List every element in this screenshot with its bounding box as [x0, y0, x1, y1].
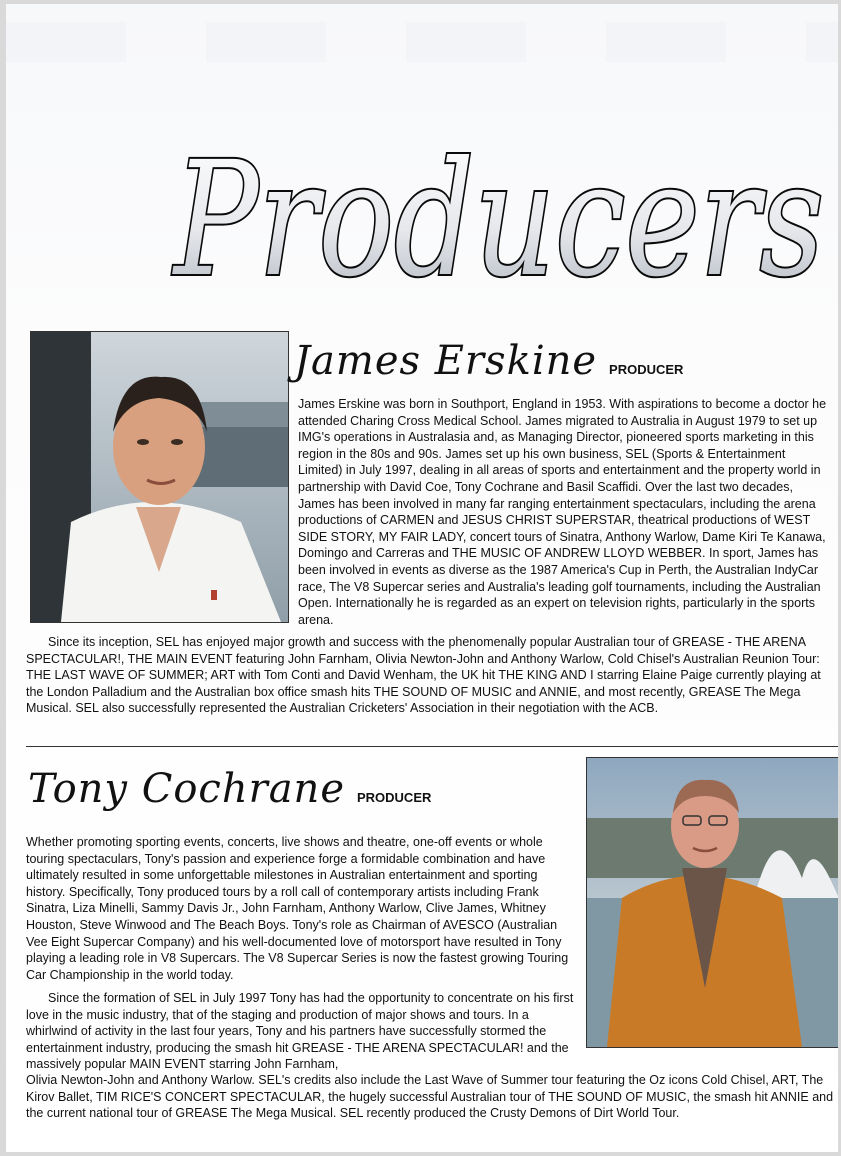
james-erskine-bio: James Erskine was born in Southport, England in 1953. With aspirations to become a doctor he attended Charing Cross Medical School. James migrated to Australia in August 1979 to set up IMG's operations in Australasia and, as Managing Director, pioneered sports marketing in this region in the 80s and 90s. James set up his own business, SEL (Sports & Entertainment Limited) in July 1997, dealing in all areas of sports and entertainment and the property world in partnership with David Coe, Tony Cochrane and Basil Scaffidi. Over the last two decades, James has been involved in many far ranging entertainment spectaculars, including the arena productions of CARMEN and JESUS CHRIST SUPERSTAR, theatrical productions of WEST SIDE STORY, MY FAIR LADY, concert tours of Sinatra, Anthony Warlow, Dame Kiri Te Kanawa, Domingo and Carreras and THE MUSIC OF ANDREW LLOYD WEBBER. In sport, James has been involved in events as diverse as the 1987 America's Cup in Perth, the Australian IndyCar race, The V8 Supercar series and Australia's leading golf tournaments, including the Australian Open. Internationally he is regarded as an expert on television rights, particularly in the sports arena. [298, 397, 827, 627]
section-divider [26, 746, 838, 747]
tony-cochrane-heading [28, 766, 431, 812]
tony-cochrane-photo [586, 757, 838, 1048]
tony-cochrane-bio: Whether promoting sporting events, concerts, live shows and theatre, one-off events or whole touring spectaculars, Tony's passion and experience forge a formidable combination and have ultimately resulted in some unforgettable milestones in Australian entertainment and sporting history. Specifically, Tony produced tours by a roll call of contemporary artists including Frank Sinatra, Liza Minelli, Sammy Davis Jr., John Farnham, Anthony Warlow, Clive James, Whitney Houston, Steve Winwood and The Beach Boys. Tony's role as Chairman of AVESCO (Australian Vee Eight Supercar Company) and his well-documented love of motorsport have resulted in Tony playing a leading role in V8 Supercars. The V8 Supercar Series is now the fastest growing Touring Car Championship in the world today. [26, 835, 569, 982]
james-erskine-photo [30, 331, 289, 623]
program-page [6, 4, 838, 1152]
tony-cochrane-bio-continued: Since the formation of SEL in July 1997 Tony has had the opportunity to concentrate on his first love in the music industry, that of the staging and production of major shows and tours. In a whirlwind of activity in the last four years, Tony and his partners have successfully stormed the entertainment industry, producing the smash hit GREASE - THE ARENA SPECTACULAR! and the massively popular MAIN EVENT starring John Farnham, [26, 991, 574, 1072]
sel-history-paragraph: Since its inception, SEL has enjoyed major growth and success with the phenomenally popular Australian tour of GREASE - THE ARENA SPECTACULAR!, THE MAIN EVENT featuring John Farnham, Olivia Newton-John and Anthony Warlow, Cold Chisel's Australian Reunion Tour: THE LAST WAVE OF SUMMER; ART with Tom Conti and David Wenham, the UK hit THE KING AND I starring Elaine Paige currently playing at the London Palladium and the Australian box office smash hits THE SOUND OF MUSIC and ANNIE, and most recently, GREASE The Mega Musical. SEL also successfully represented the Australian Cricketers' Association in their negotiation with the ACB. [26, 635, 821, 716]
tony-cochrane-name: Tony Cochrane [28, 766, 345, 812]
tony-cochrane-role: PRODUCER [356, 790, 432, 805]
faded-header-band [6, 22, 838, 62]
james-erskine-role: PRODUCER [609, 362, 684, 377]
faded-show-through-row [6, 66, 838, 88]
tony-cochrane-bio-end: Olivia Newton-John and Anthony Warlow. SEL's credits also include the Last Wave of Summer tour featuring the Oz icons Cold Chisel, ART, The Kirov Ballet, TIM RICE'S CONCERT SPECTACULAR, the hugely successful Australian tour of THE SOUND OF MUSIC, the smash hit ANNIE and the current national tour of GREASE The Mega Musical. SEL recently produced the Crusty Demons of Dirt World Tour. [26, 1073, 834, 1121]
page-title-text: Producers [171, 128, 825, 312]
james-erskine-name: James Erskine [294, 338, 598, 384]
james-erskine-heading [294, 338, 683, 384]
page-title [166, 124, 838, 314]
